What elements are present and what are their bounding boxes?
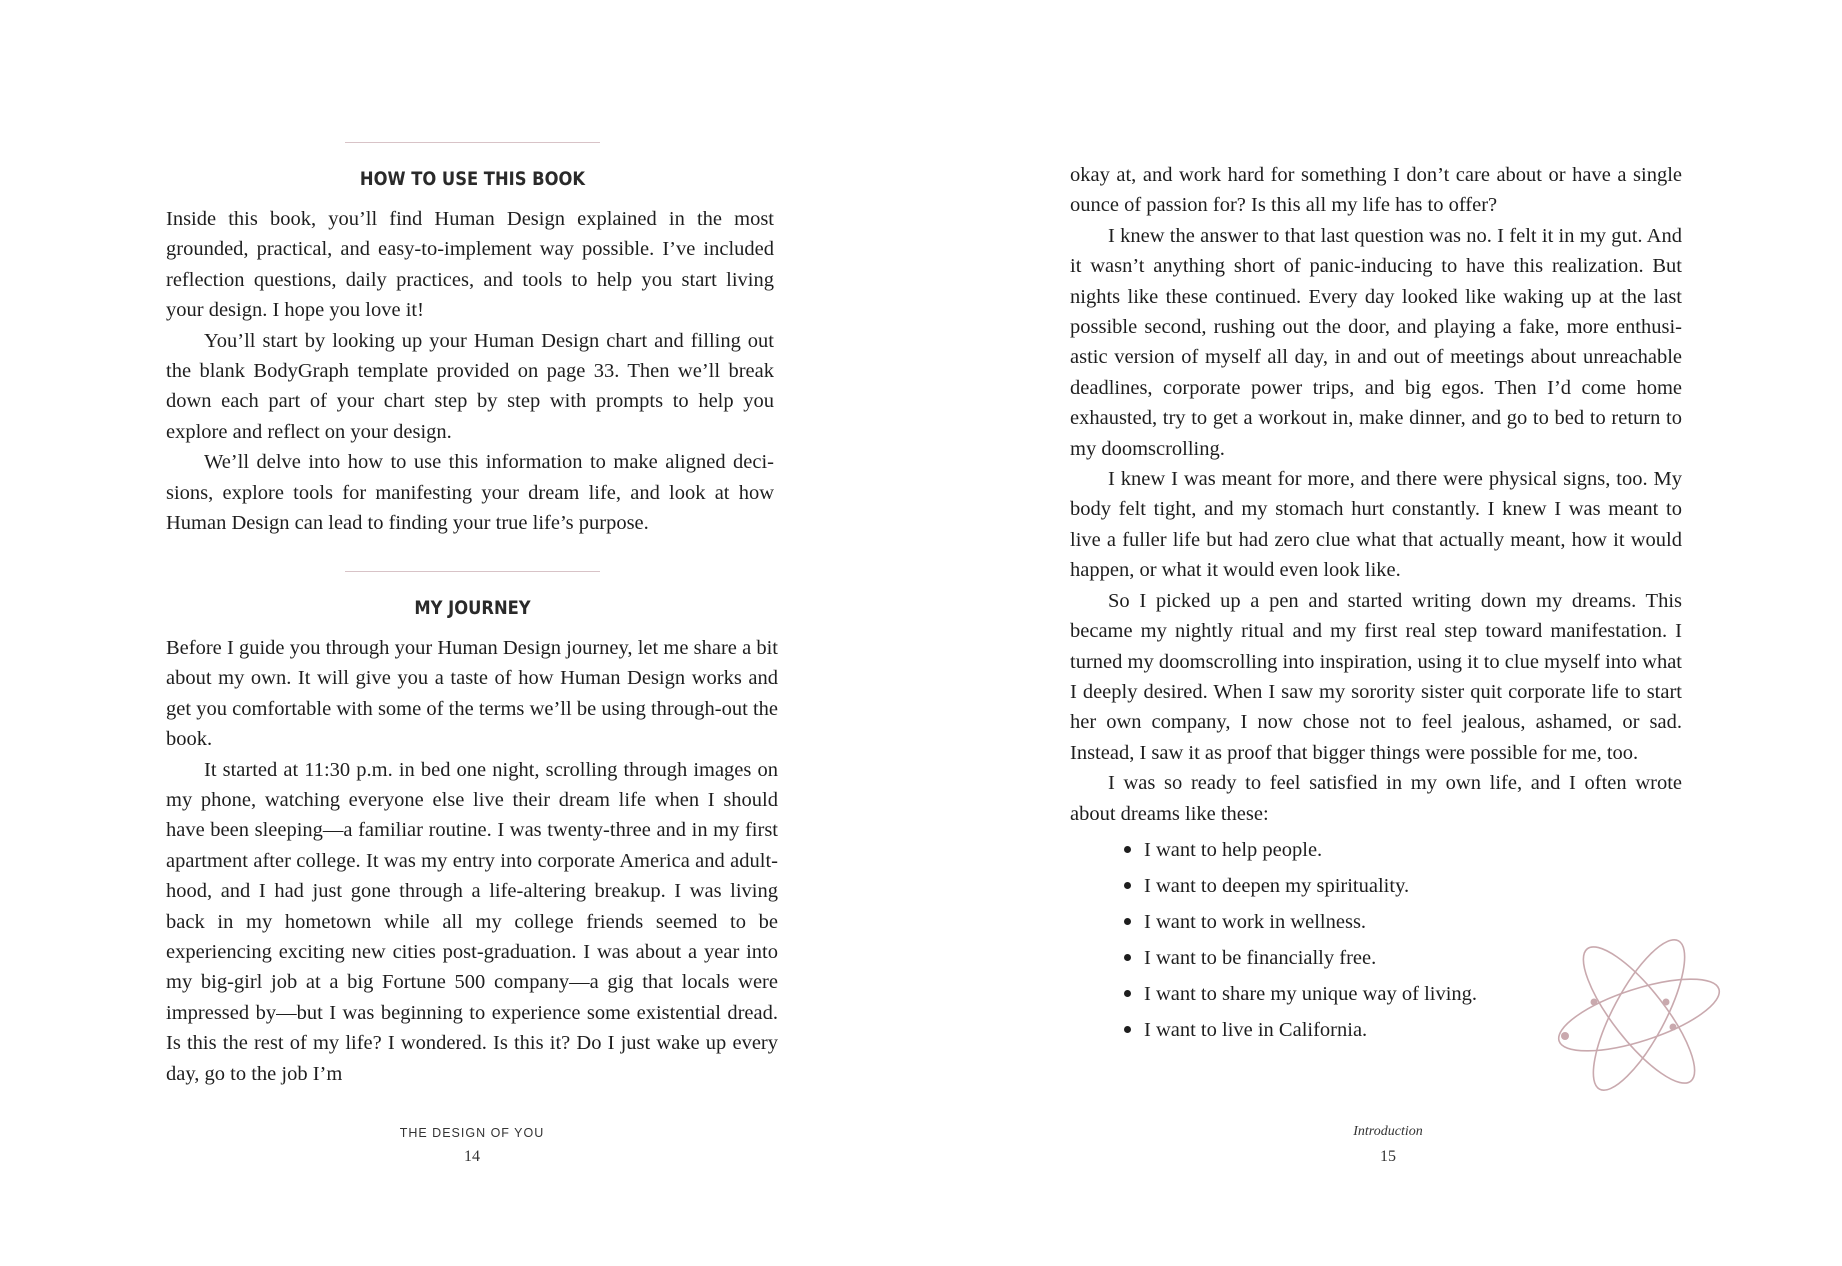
paragraph: We’ll delve into how to use this information to make aligned deci-sions, explore tools for manifesting your dream life, and look at how Human Design can lead to finding your true life’s purpose. xyxy=(166,451,774,535)
atom-orbit-icon xyxy=(1549,935,1729,1095)
section-heading-how-to-use: HOW TO USE THIS BOOK xyxy=(359,168,586,190)
list-item-text: I want to work in wellness. xyxy=(1144,911,1367,933)
bullet-icon xyxy=(1124,846,1131,853)
list-item xyxy=(1120,976,1540,1012)
list-item xyxy=(1120,904,1540,940)
list-item-text: I want to be financially free. xyxy=(1144,947,1377,969)
bullet-icon xyxy=(1124,990,1131,997)
right-body xyxy=(1070,160,1682,829)
dreams-list xyxy=(1120,832,1540,1048)
bullet-icon xyxy=(1124,954,1131,961)
how-to-use-body xyxy=(166,204,774,538)
list-item xyxy=(1120,832,1540,868)
page-number: 14 xyxy=(464,1148,480,1165)
section-heading-my-journey: MY JOURNEY xyxy=(414,597,531,619)
page-number: 15 xyxy=(1380,1148,1396,1165)
section-divider xyxy=(345,142,600,143)
list-item-text: I want to help people. xyxy=(1144,839,1323,861)
bullet-icon xyxy=(1124,882,1131,889)
paragraph: I knew I was meant for more, and there were physical signs, too. My body felt tight, and my stomach hurt constantly. I knew I was meant to live a fuller life but had zero clue what that actually meant, how it would happen, or what it would even look like. xyxy=(1070,468,1682,582)
paragraph: I knew the answer to that last question was no. I felt it in my gut. And it wasn’t anything short of panic-inducing to have this realization. But nights like these continued. Every day looked like waking up at the last possible second, rushing out the door, and playing a fake, more enthusi-astic version of myself all day, in and out of meetings about unreachable deadlines, corporate power trips, and big egos. Then I’d come home exhausted, try to get a workout in, make dinner, and go to bed to return to my doomscrolling. xyxy=(1070,224,1682,460)
paragraph: okay at, and work hard for something I don’t care about or have a single ounce of passion for? Is this all my life has to offer? xyxy=(1070,164,1682,217)
paragraph: Before I guide you through your Human Design journey, let me share a bit about my own. It will give you a taste of how Human Design works and get you comfortable with some of the terms we’ll be using through-out the book. xyxy=(166,637,778,751)
bullet-icon xyxy=(1124,1026,1131,1033)
list-item-text: I want to deepen my spirituality. xyxy=(1144,875,1410,897)
paragraph: I was so ready to feel satisfied in my own life, and I often wrote about dreams like these: xyxy=(1070,772,1682,825)
bullet-icon xyxy=(1124,918,1131,925)
paragraph: Inside this book, you’ll find Human Design explained in the most grounded, practical, and easy-to-implement way possible. I’ve included reflection questions, daily practices, and tools to help you start living your design. I hope you love it! xyxy=(166,208,774,322)
paragraph: So I picked up a pen and started writing down my dreams. This became my nightly ritual and my first real step toward manifestation. I turned my doomscrolling into inspiration, using it to clue myself into what I deeply desired. When I saw my sorority sister quit corporate life to start her own company, I now chose not to feel jealous, ashamed, or sad. Instead, I saw it as proof that bigger things were possible for me, too. xyxy=(1070,589,1682,764)
list-item xyxy=(1120,940,1540,976)
list-item xyxy=(1120,868,1540,904)
paragraph: It started at 11:30 p.m. in bed one night, scrolling through images on my phone, watching everyone else live their dream life when I should have been sleeping—a familiar routine. I was twenty-three and in my first apartment after college. It was my entry into corporate America and adult-hood, and I had just gone through a life-altering breakup. I was living back in my hometown while all my college friends seemed to be experiencing exciting new cities post-graduation. I was about a year into my big-girl job at a big Fortune 500 company—a gig that locals were impressed by—but I was beginning to experience some existential dread. Is this the rest of my life? I wondered. Is this it? Do I just wake up every day, go to the job I’m xyxy=(166,758,778,1085)
paragraph: You’ll start by looking up your Human Design chart and filling out the blank BodyGraph template provided on page 33. Then we’ll break down each part of your chart step by step with prompts to help you explore and reflect on your design. xyxy=(166,329,774,443)
section-divider xyxy=(345,571,600,572)
list-item-text: I want to live in California. xyxy=(1144,1019,1368,1041)
running-title: Introduction xyxy=(1353,1124,1423,1139)
right-page xyxy=(921,0,1842,1266)
list-item-text: I want to share my unique way of living. xyxy=(1144,983,1478,1005)
running-title: THE DESIGN OF YOU xyxy=(399,1126,545,1140)
list-item xyxy=(1120,1012,1540,1048)
my-journey-body xyxy=(166,633,778,1089)
